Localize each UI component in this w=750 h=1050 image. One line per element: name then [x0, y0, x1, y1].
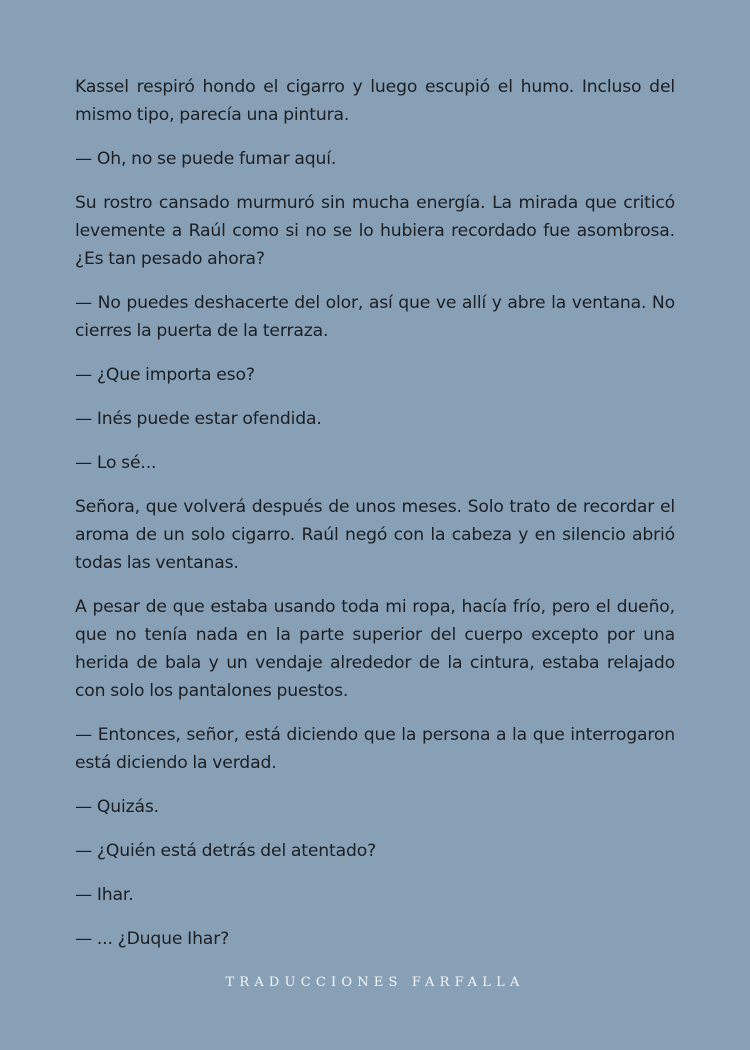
paragraph: Su rostro cansado murmuró sin mucha energía. La mirada que criticó levemente a Raúl como si no se lo hubiera recordado fue asombrosa. ¿Es tan pesado ahora?	[75, 193, 675, 269]
dialogue-line: — Lo sé...	[75, 453, 157, 473]
watermark-footer: TRADUCCIONES FARFALLA	[225, 975, 525, 990]
dialogue-line: — ¿Que importa eso?	[75, 365, 255, 385]
dialogue-line: — Quizás.	[75, 797, 159, 817]
dialogue-line: — Entonces, señor, está diciendo que la persona a la que interrogaron está diciendo la verdad.	[75, 725, 675, 773]
paragraph: Kassel respiró hondo el cigarro y luego escupió el humo. Incluso del mismo tipo, parecía una pintura.	[75, 77, 675, 125]
dialogue-line: — No puedes deshacerte del olor, así que ve allí y abre la ventana. No cierres la puerta de la terraza.	[75, 293, 675, 341]
dialogue-line: — Oh, no se puede fumar aquí.	[75, 149, 337, 169]
paragraph: A pesar de que estaba usando toda mi ropa, hacía frío, pero el dueño, que no tenía nada en la parte superior del cuerpo excepto por una herida de bala y un vendaje alrededor de la cintura, estaba relajado con solo los pantalones puestos.	[75, 597, 675, 701]
document-body	[75, 73, 675, 969]
paragraph: Señora, que volverá después de unos meses. Solo trato de recordar el aroma de un solo cigarro. Raúl negó con la cabeza y en silencio abrió todas las ventanas.	[75, 497, 675, 573]
dialogue-line: — Inés puede estar ofendida.	[75, 409, 322, 429]
dialogue-line: — ¿Quién está detrás del atentado?	[75, 841, 377, 861]
dialogue-line: — Ihar.	[75, 885, 134, 905]
dialogue-line: — ... ¿Duque Ihar?	[75, 929, 230, 949]
